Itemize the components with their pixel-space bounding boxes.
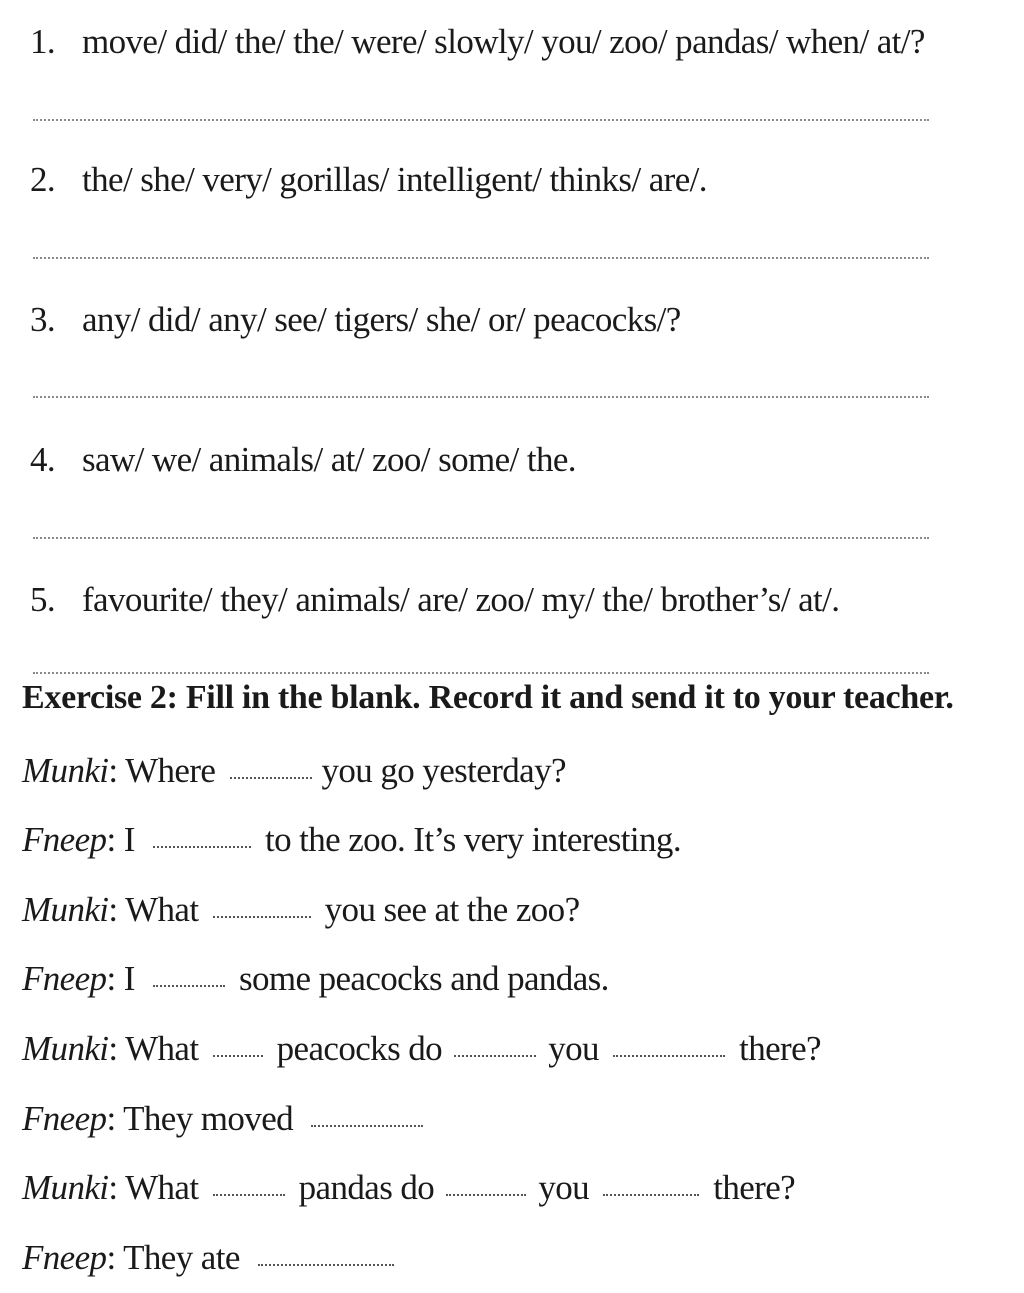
speaker-name: Fneep xyxy=(22,1099,107,1138)
question-number: 3. xyxy=(30,300,56,339)
speaker-name: Fneep xyxy=(22,820,107,859)
speaker-separator: : xyxy=(108,1029,126,1068)
fill-blank[interactable] xyxy=(153,846,251,848)
fill-blank[interactable] xyxy=(213,916,311,918)
answer-line-2[interactable] xyxy=(33,257,929,259)
fill-blank[interactable] xyxy=(446,1194,526,1196)
speaker-separator: : xyxy=(106,959,124,998)
question-4 xyxy=(30,440,1024,480)
dialogue-line-1 xyxy=(22,750,566,792)
dialogue-text: some peacocks and pandas. xyxy=(238,959,609,998)
question-text: favourite/ they/ animals/ are/ zoo/ my/ the/ brother’s/ at/. xyxy=(82,580,840,619)
speaker-name: Munki xyxy=(22,751,109,790)
dialogue-text: They ate xyxy=(123,1238,240,1277)
fill-blank[interactable] xyxy=(213,1194,285,1196)
dialogue-text: Where xyxy=(125,751,216,790)
fill-blank[interactable] xyxy=(258,1264,394,1266)
fill-blank[interactable] xyxy=(311,1125,423,1127)
dialogue-line-2 xyxy=(22,819,681,861)
fill-blank[interactable] xyxy=(454,1055,536,1057)
dialogue-text: there? xyxy=(739,1029,821,1068)
question-number: 4. xyxy=(30,440,56,479)
speaker-name: Munki xyxy=(22,1029,109,1068)
fill-blank[interactable] xyxy=(153,985,225,987)
question-text: any/ did/ any/ see/ tigers/ she/ or/ peacocks/? xyxy=(82,300,681,339)
dialogue-line-3 xyxy=(22,889,580,931)
question-text: saw/ we/ animals/ at/ zoo/ some/ the. xyxy=(82,440,576,479)
dialogue-text: I xyxy=(123,959,135,998)
dialogue-text: What xyxy=(125,890,199,929)
speaker-separator: : xyxy=(106,820,124,859)
exercise-2-heading: Exercise 2: Fill in the blank. Record it and send it to your teacher. xyxy=(22,679,954,716)
dialogue-text: you go yesterday? xyxy=(321,751,566,790)
dialogue-text: What xyxy=(125,1029,199,1068)
dialogue-text: to the zoo. It’s very interesting. xyxy=(264,820,681,859)
speaker-separator: : xyxy=(108,890,126,929)
fill-blank[interactable] xyxy=(603,1194,699,1196)
fill-blank[interactable] xyxy=(213,1055,263,1057)
question-1 xyxy=(30,22,1024,62)
dialogue-text: I xyxy=(123,820,135,859)
dialogue-line-4 xyxy=(22,958,609,1000)
dialogue-text: peacocks do xyxy=(276,1029,443,1068)
dialogue-text: you xyxy=(538,1168,590,1207)
question-number: 1. xyxy=(30,22,56,61)
dialogue-text: They moved xyxy=(123,1099,294,1138)
speaker-name: Munki xyxy=(22,890,109,929)
dialogue-text: you xyxy=(548,1029,599,1068)
dialogue-text: there? xyxy=(713,1168,796,1207)
question-number: 2. xyxy=(30,160,56,199)
dialogue-text: What xyxy=(125,1168,199,1207)
question-text: move/ did/ the/ the/ were/ slowly/ you/ zoo/ pandas/ when/ at/? xyxy=(82,22,925,61)
question-number: 5. xyxy=(30,580,56,619)
dialogue-line-6 xyxy=(22,1098,423,1140)
dialogue-line-5 xyxy=(22,1028,821,1070)
dialogue-line-7 xyxy=(22,1167,795,1209)
question-2 xyxy=(30,160,1024,200)
question-text: the/ she/ very/ gorillas/ intelligent/ thinks/ are/. xyxy=(82,160,707,199)
question-3 xyxy=(30,300,1024,340)
fill-blank[interactable] xyxy=(230,777,312,779)
answer-line-5[interactable] xyxy=(33,672,929,674)
speaker-separator: : xyxy=(106,1099,124,1138)
speaker-name: Munki xyxy=(22,1168,109,1207)
dialogue-text: you see at the zoo? xyxy=(324,890,580,929)
speaker-separator: : xyxy=(108,751,126,790)
fill-blank[interactable] xyxy=(613,1055,725,1057)
answer-line-1[interactable] xyxy=(33,119,929,121)
speaker-separator: : xyxy=(106,1238,124,1277)
dialogue-line-8 xyxy=(22,1237,394,1279)
speaker-separator: : xyxy=(108,1168,126,1207)
speaker-name: Fneep xyxy=(22,959,107,998)
answer-line-4[interactable] xyxy=(33,537,929,539)
answer-line-3[interactable] xyxy=(33,396,929,398)
speaker-name: Fneep xyxy=(22,1238,107,1277)
dialogue-text: pandas do xyxy=(298,1168,435,1207)
question-5 xyxy=(30,580,1024,620)
